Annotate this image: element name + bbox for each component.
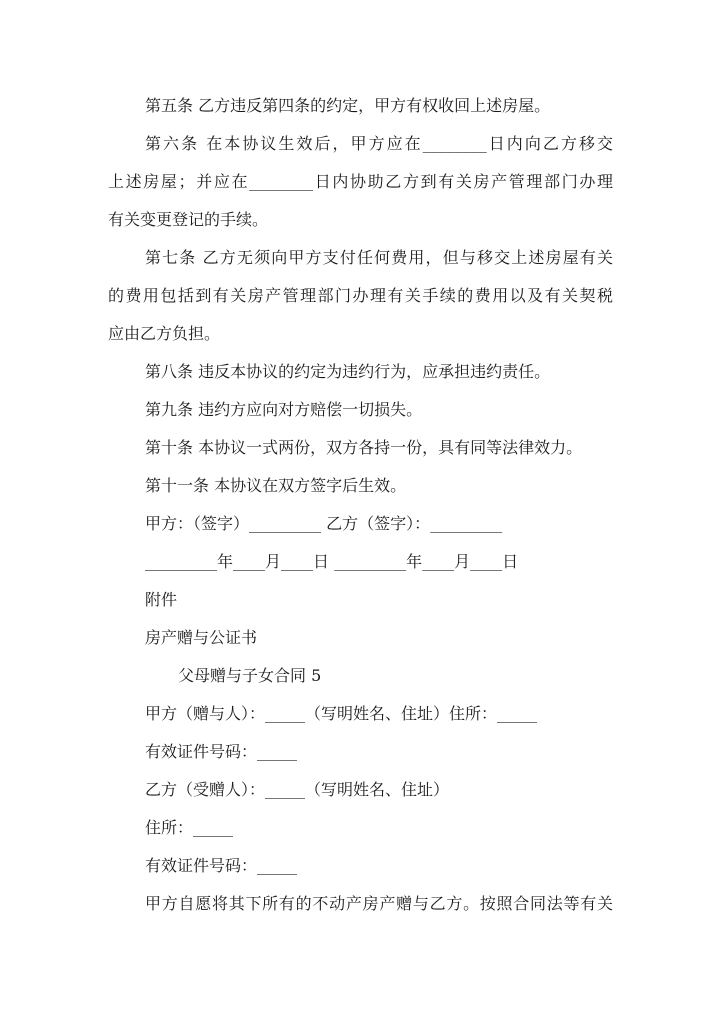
article-9-line: 第九条 违约方应向对方赔偿一切损失。 [145,400,423,419]
article-5-line: 第五条 乙方违反第四条的约定，甲方有权收回上述房屋。 [145,96,551,115]
article-7-line-1: 第七条 乙方无须向甲方支付任何费用，但与移交上述房屋有关 [145,248,613,267]
article-11-line: 第十一条 本协议在双方签字后生效。 [145,476,407,495]
gift-intent-line: 甲方自愿将其下所有的不动产房产赠与乙方。按照合同法等有关 [145,894,613,913]
party-b-line: 乙方（受赠人）：_____（写明姓名、住址） [145,780,450,799]
notarial-certificate-title: 房产赠与公证书 [145,628,258,647]
party-a-line: 甲方（赠与人）：_____（写明姓名、住址）住所：_____ [145,704,538,723]
date-line: _________年____月____日 _________年____月____日 [145,552,519,571]
article-6-line-2: 上述房屋；并应在________日内协助乙方到有关房产管理部门办理 [108,172,613,191]
signature-line: 甲方：（签字）_________ 乙方（签字）：_________ [145,514,503,533]
party-b-id-line: 有效证件号码：_____ [145,856,298,875]
attachment-label: 附件 [145,590,178,609]
contract-heading: 父母赠与子女合同 5 [178,666,322,685]
article-7-line-2: 的费用包括到有关房产管理部门办理有关手续的费用以及有关契税 [108,286,613,305]
party-b-address-line: 住所：_____ [145,818,234,837]
party-a-id-line: 有效证件号码：_____ [145,742,298,761]
article-8-line: 第八条 违反本协议的约定为违约行为，应承担违约责任。 [145,362,551,381]
article-6-line-1: 第六条 在本协议生效后，甲方应在________日内向乙方移交 [145,134,613,153]
article-6-line-3: 有关变更登记的手续。 [108,210,269,229]
article-10-line: 第十条 本协议一式两份，双方各持一份，具有同等法律效力。 [145,438,583,457]
article-7-line-3: 应由乙方负担。 [108,324,221,343]
